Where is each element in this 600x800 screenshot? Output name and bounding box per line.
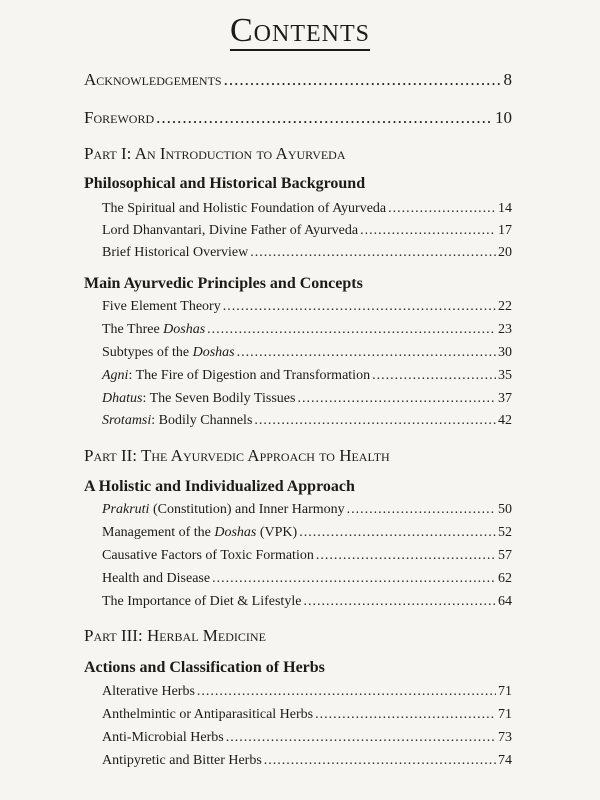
toc-page-number: 42 [498, 413, 512, 428]
toc-page-number: 22 [498, 299, 512, 314]
toc-entry-foreword[interactable] [84, 108, 512, 128]
leader-dots [224, 70, 502, 90]
toc-entry[interactable] [102, 548, 512, 564]
toc-page-number: 35 [498, 368, 512, 383]
leader-dots [223, 299, 496, 315]
toc-page-number: 52 [498, 525, 512, 540]
toc-page-number: 73 [498, 730, 512, 745]
section-heading[interactable]: Actions and Classification of Herbs [84, 659, 325, 676]
leader-dots [226, 730, 496, 746]
toc-entry-label: Management of the Doshas (VPK) [102, 525, 298, 540]
toc-page-number: 14 [498, 201, 512, 216]
toc-entry[interactable] [102, 201, 512, 217]
toc-page-number: 20 [498, 245, 512, 260]
leader-dots [264, 753, 496, 769]
toc-entry-label: Brief Historical Overview [102, 245, 249, 260]
toc-entry[interactable] [102, 525, 512, 541]
toc-entry[interactable] [102, 753, 512, 769]
toc-entry-label: The Spiritual and Holistic Foundation of Ayurveda [102, 201, 387, 216]
toc-entry-label: Acknowledgements [84, 70, 222, 89]
toc-page-number: 37 [498, 391, 512, 406]
toc-entry-label: Dhatus: The Seven Bodily Tissues [102, 391, 296, 406]
leader-dots [254, 413, 496, 429]
part-heading[interactable]: Part I: An Introduction to Ayurveda [84, 144, 346, 163]
toc-entry-label: Alterative Herbs [102, 684, 195, 699]
section-heading[interactable]: A Holistic and Individualized Approach [84, 478, 355, 495]
toc-page-number: 71 [498, 707, 512, 722]
toc-entry-acknowledgements[interactable] [84, 70, 512, 90]
leader-dots [315, 707, 496, 723]
toc-entry-label: Health and Disease [102, 571, 211, 586]
toc-page-number: 30 [498, 345, 512, 360]
toc-entry[interactable] [102, 368, 512, 384]
section-heading[interactable]: Philosophical and Historical Background [84, 175, 366, 192]
toc-entry[interactable] [102, 245, 512, 261]
toc-entry[interactable] [102, 730, 512, 746]
toc-entry[interactable] [102, 502, 512, 518]
toc-entry-label: The Three Doshas [102, 322, 206, 337]
toc-entry[interactable] [102, 391, 512, 407]
toc-entry-label: Five Element Theory [102, 299, 221, 314]
leader-dots [297, 391, 496, 407]
toc-page-number: 71 [498, 684, 512, 699]
leader-dots [212, 571, 496, 587]
leader-dots [250, 245, 496, 261]
toc-entry[interactable] [102, 345, 512, 361]
part-heading[interactable]: Part II: The Ayurvedic Approach to Health [84, 446, 390, 465]
toc-page-number: 17 [498, 223, 512, 238]
toc-page-number: 57 [498, 548, 512, 563]
toc-page-number: 62 [498, 571, 512, 586]
section-heading[interactable]: Main Ayurvedic Principles and Concepts [84, 275, 363, 292]
toc-page-number: 64 [498, 594, 512, 609]
leader-dots [388, 201, 496, 217]
toc-entry-label: Srotamsi: Bodily Channels [102, 413, 253, 428]
toc-entry-label: Anti-Microbial Herbs [102, 730, 224, 745]
leader-dots [360, 223, 496, 239]
toc-entry-label: Anthelmintic or Antiparasitical Herbs [102, 707, 314, 722]
leader-dots [316, 548, 496, 564]
toc-entry-label: The Importance of Diet & Lifestyle [102, 594, 302, 609]
toc-entry-label: Subtypes of the Doshas [102, 345, 235, 360]
toc-entry[interactable] [102, 223, 512, 239]
leader-dots [207, 322, 496, 338]
toc-page-number: 23 [498, 322, 512, 337]
toc-entry[interactable] [102, 707, 512, 723]
toc-page-number: 50 [498, 502, 512, 517]
toc-entry-label: Prakruti (Constitution) and Inner Harmony [102, 502, 345, 517]
leader-dots [156, 108, 493, 128]
leader-dots [237, 345, 496, 361]
toc-page-number: 8 [503, 70, 512, 89]
toc-entry[interactable] [102, 594, 512, 610]
leader-dots [299, 525, 496, 541]
toc-entry-label: Lord Dhanvantari, Divine Father of Ayurveda [102, 223, 359, 238]
part-heading[interactable]: Part III: Herbal Medicine [84, 626, 266, 645]
toc-entry-label: Foreword [84, 108, 155, 127]
toc-entry[interactable] [102, 299, 512, 315]
toc-entry[interactable] [102, 684, 512, 700]
toc-page-number: 10 [495, 108, 512, 127]
leader-dots [347, 502, 496, 518]
toc-entry-label: Antipyretic and Bitter Herbs [102, 753, 262, 768]
toc-entry-label: Causative Factors of Toxic Formation [102, 548, 314, 563]
toc-entry-label: Agni: The Fire of Digestion and Transformation [102, 368, 371, 383]
toc-entry[interactable] [102, 322, 512, 338]
page-title: Contents [229, 12, 370, 49]
toc-entry[interactable] [102, 413, 512, 429]
leader-dots [197, 684, 496, 700]
toc-page-number: 74 [498, 753, 512, 768]
leader-dots [303, 594, 496, 610]
toc-entry[interactable] [102, 571, 512, 587]
leader-dots [372, 368, 496, 384]
